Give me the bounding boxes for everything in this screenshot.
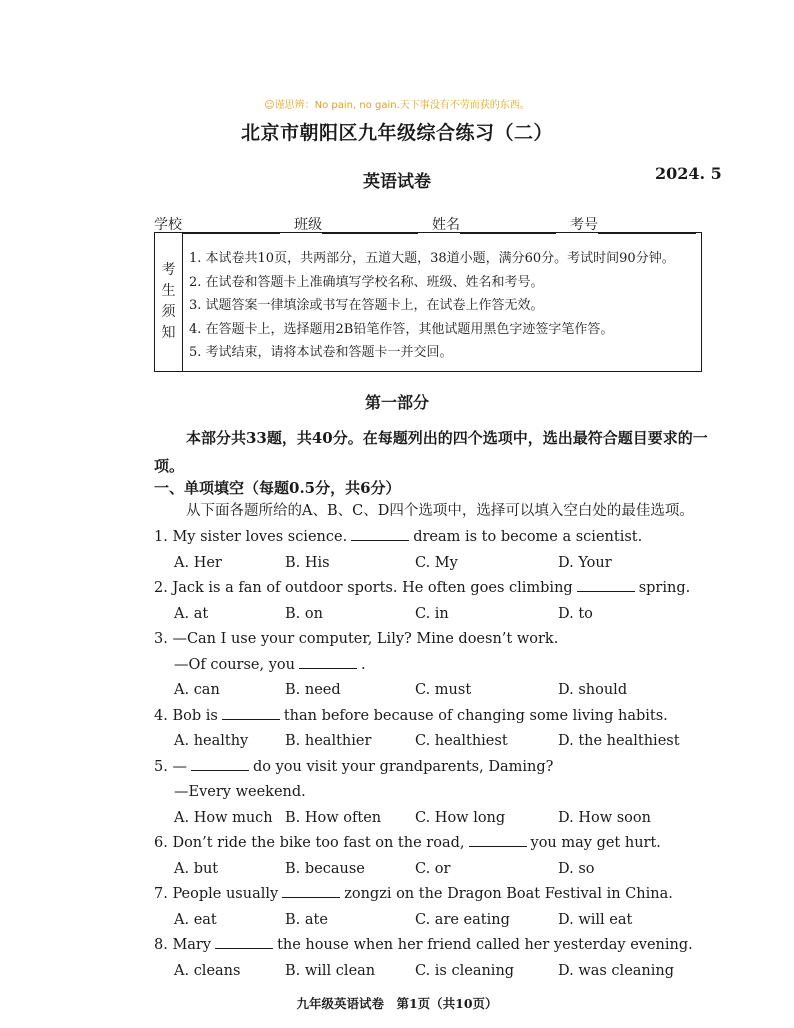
question-stem-line bbox=[154, 576, 714, 602]
question-stem-line bbox=[154, 933, 714, 959]
notice-label-char: 考 bbox=[161, 262, 176, 278]
answer-blank bbox=[191, 758, 249, 771]
question-text: 4. Bob is bbox=[154, 707, 218, 724]
question-options bbox=[154, 678, 714, 704]
exam-notice-box bbox=[154, 232, 702, 372]
name-label: 姓名 bbox=[432, 217, 460, 233]
name-field bbox=[432, 214, 556, 234]
watermark: ☺谨思辨：No pain, no gain.天下事没有不劳而获的东西。 bbox=[264, 100, 530, 111]
question-options bbox=[154, 908, 714, 934]
option-c: C. in bbox=[415, 605, 449, 622]
option-b: B. because bbox=[285, 860, 365, 877]
answer-blank bbox=[282, 885, 340, 898]
option-c: C. My bbox=[415, 554, 458, 571]
question-item bbox=[154, 576, 714, 627]
notice-label bbox=[155, 233, 183, 371]
school-field bbox=[154, 214, 280, 234]
question-text: 7. People usually bbox=[154, 886, 279, 902]
option-c: C. healthiest bbox=[415, 733, 508, 749]
section-instruction: 从下面各题所给的A、B、C、D四个选项中，选择可以填入空白处的最佳选项。 bbox=[186, 503, 694, 519]
option-a: A. healthy bbox=[174, 733, 249, 749]
option-c: C. How long bbox=[415, 809, 506, 826]
option-a: A. at bbox=[174, 605, 209, 622]
school-label: 学校 bbox=[154, 217, 182, 233]
answer-blank bbox=[222, 707, 280, 720]
exam-date: 2024. 5 bbox=[655, 164, 722, 183]
question-options bbox=[154, 729, 714, 755]
notice-item: 4. 在答题卡上，选择题用2B铅笔作答，其他试题用黑色字迹签字笔作答。 bbox=[189, 321, 614, 337]
question-stem-line bbox=[154, 755, 714, 781]
question-stem-line bbox=[154, 780, 714, 806]
option-a: A. can bbox=[174, 682, 220, 698]
answer-blank bbox=[299, 656, 357, 669]
notice-label-char: 知 bbox=[161, 325, 176, 341]
question-text: 1. My sister loves science. bbox=[154, 529, 348, 545]
option-d: D. How soon bbox=[558, 809, 651, 826]
question-text: the house when her friend called her yesterday evening. bbox=[277, 937, 693, 953]
answer-blank bbox=[469, 834, 527, 847]
option-d: D. Your bbox=[558, 554, 612, 571]
question-text: 8. Mary bbox=[154, 937, 212, 953]
question-text: —Of course, you bbox=[174, 656, 295, 673]
option-d: D. was cleaning bbox=[558, 962, 675, 979]
question-stem-line bbox=[154, 627, 714, 653]
part-intro: 本部分共33题，共40分。在每题列出的四个选项中，选出最符合题目要求的一项。 bbox=[154, 429, 708, 475]
question-text: 3. —Can I use your computer, Lily? Mine doesn’t work. bbox=[154, 631, 559, 647]
student-info-row bbox=[154, 214, 704, 234]
option-b: B. need bbox=[285, 682, 341, 698]
exam-number-label: 考号 bbox=[570, 217, 598, 233]
answer-blank bbox=[351, 528, 409, 541]
section-title: 一、单项填空（每题0.5分，共6分） bbox=[154, 479, 401, 497]
option-b: B. will clean bbox=[285, 962, 376, 979]
question-item bbox=[154, 525, 714, 576]
question-text: zongzi on the Dragon Boat Festival in China. bbox=[344, 886, 673, 902]
question-text: 5. — bbox=[154, 758, 187, 775]
part-title: 第一部分 bbox=[364, 393, 429, 412]
option-a: A. but bbox=[174, 860, 219, 877]
question-stem-line bbox=[154, 831, 714, 857]
page-footer: 九年级英语试卷 第1页（共10页） bbox=[296, 996, 498, 1011]
question-text: you may get hurt. bbox=[530, 835, 661, 851]
question-options bbox=[154, 602, 714, 628]
question-item bbox=[154, 882, 714, 933]
question-text: dream is to become a scientist. bbox=[413, 529, 643, 545]
question-stem-line bbox=[154, 704, 714, 730]
question-text: —Every weekend. bbox=[174, 784, 306, 800]
question-text: spring. bbox=[638, 580, 691, 596]
question-text: 2. Jack is a fan of outdoor sports. He often goes climbing bbox=[154, 580, 573, 596]
exam-number-field bbox=[570, 214, 696, 234]
notice-item: 1. 本试卷共10页，共两部分，五道大题，38道小题，满分60分。考试时间90分钟。 bbox=[189, 251, 675, 266]
option-a: A. cleans bbox=[174, 962, 241, 979]
question-stem-line bbox=[154, 882, 714, 908]
question-item bbox=[154, 933, 714, 984]
page-subtitle: 英语试卷 bbox=[363, 172, 431, 192]
question-options bbox=[154, 551, 714, 577]
question-text: 6. Don’t ride the bike too fast on the road, bbox=[154, 835, 465, 851]
notice-item: 3. 试题答案一律填涂或书写在答题卡上，在试卷上作答无效。 bbox=[189, 298, 544, 313]
option-b: B. ate bbox=[285, 911, 328, 928]
question-text: . bbox=[360, 656, 366, 673]
option-a: A. How much bbox=[174, 809, 273, 826]
question-item bbox=[154, 755, 714, 832]
option-c: C. or bbox=[415, 860, 451, 877]
option-d: D. so bbox=[558, 860, 595, 877]
option-d: D. will eat bbox=[558, 911, 633, 928]
question-list bbox=[154, 525, 714, 984]
option-a: A. eat bbox=[174, 911, 217, 928]
question-options bbox=[154, 857, 714, 883]
notice-list bbox=[183, 233, 675, 371]
notice-label-char: 须 bbox=[161, 304, 176, 320]
answer-blank bbox=[215, 936, 273, 949]
option-a: A. Her bbox=[174, 554, 222, 571]
question-options bbox=[154, 806, 714, 832]
question-item bbox=[154, 704, 714, 755]
question-options bbox=[154, 959, 714, 985]
answer-blank bbox=[577, 579, 635, 592]
question-stem-line bbox=[154, 525, 714, 551]
option-b: B. healthier bbox=[285, 733, 372, 749]
option-c: C. must bbox=[415, 682, 472, 698]
option-c: C. are eating bbox=[415, 911, 510, 928]
question-text: do you visit your grandparents, Daming? bbox=[252, 758, 554, 775]
question-item bbox=[154, 831, 714, 882]
question-text: than before because of changing some living habits. bbox=[283, 707, 668, 724]
question-item bbox=[154, 627, 714, 704]
notice-item: 5. 考试结束，请将本试卷和答题卡一并交回。 bbox=[189, 345, 453, 360]
class-label: 班级 bbox=[294, 217, 322, 233]
option-c: C. is cleaning bbox=[415, 962, 515, 979]
option-b: B. How often bbox=[285, 809, 382, 826]
option-d: D. should bbox=[558, 682, 628, 698]
option-b: B. on bbox=[285, 605, 323, 622]
option-d: D. the healthiest bbox=[558, 733, 680, 749]
option-b: B. His bbox=[285, 554, 330, 571]
page-title: 北京市朝阳区九年级综合练习（二） bbox=[240, 122, 553, 144]
class-field bbox=[294, 214, 418, 234]
option-d: D. to bbox=[558, 605, 593, 622]
notice-item: 2. 在试卷和答题卡上准确填写学校名称、班级、姓名和考号。 bbox=[189, 274, 544, 290]
notice-label-char: 生 bbox=[161, 283, 176, 299]
question-stem-line bbox=[154, 653, 714, 679]
